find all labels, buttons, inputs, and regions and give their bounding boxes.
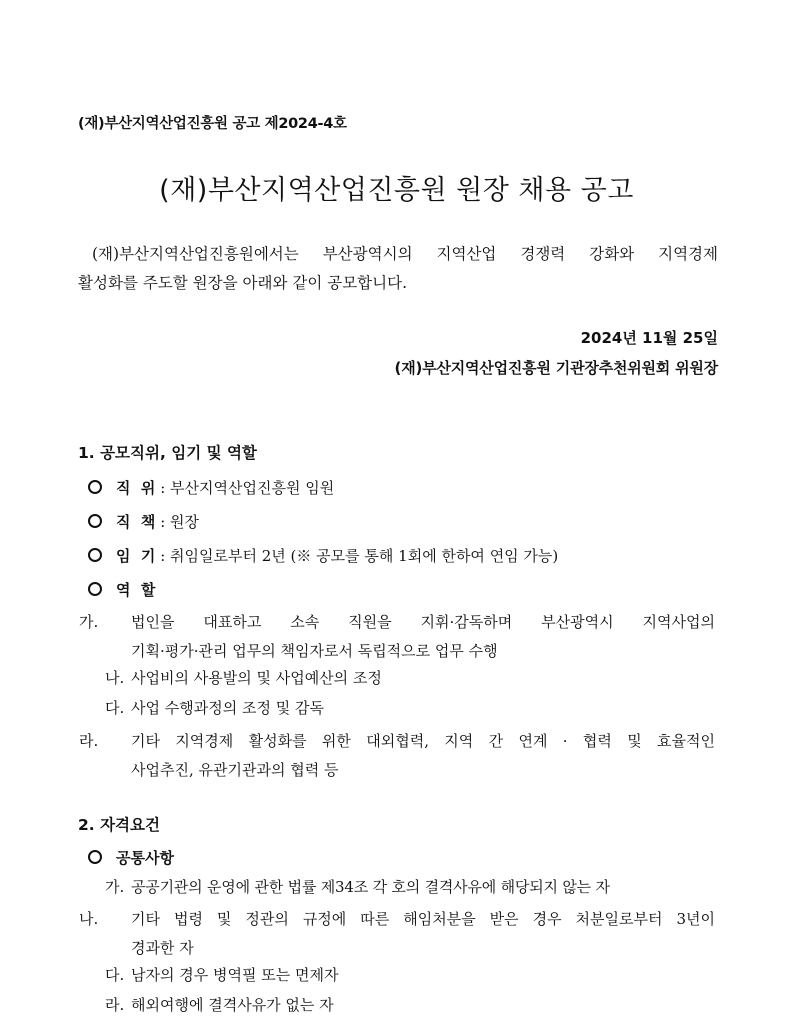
requirement-marker: 가. (105, 878, 125, 896)
requirement-marker: 다. (105, 966, 125, 984)
role-marker: 가. (79, 613, 99, 631)
requirement-item (105, 964, 715, 985)
term-row (88, 545, 728, 566)
requirement-item (105, 994, 715, 1015)
role-marker: 나. (105, 669, 125, 687)
notice-date: 2024년 11월 25일 (580, 329, 718, 347)
term-label: 임 기 (116, 547, 156, 565)
role-item (105, 697, 715, 718)
role-row (88, 579, 728, 600)
circle-bullet-icon (88, 582, 102, 596)
intro-line-1: (재)부산지역산업진흥원에서는 부산광역시의 지역산업 경쟁력 강화와 지역경제 (92, 245, 718, 263)
role-text-line-1: 기타 지역경제 활성화를 위한 대외협력, 지역 간 연계 · 협력 및 효율적인 (131, 732, 715, 750)
requirement-text-line-1: 해외여행에 결격사유가 없는 자 (131, 996, 334, 1014)
intro-line-2: 활성화를 주도할 원장을 아래와 같이 공모합니다. (78, 274, 408, 292)
notice-number: (재)부산지역산업진흥원 공고 제2024-4호 (78, 116, 347, 132)
position-value: : 부산지역산업진흥원 임원 (160, 479, 335, 497)
common-requirements-row (88, 847, 728, 868)
duty-label: 직 책 (116, 513, 156, 531)
role-text-line-1: 사업비의 사용발의 및 사업예산의 조정 (131, 669, 382, 687)
term-value: : 취임일로부터 2년 (※ 공모를 통해 1회에 한하여 연임 가능) (160, 547, 559, 565)
requirement-text-line-1: 공공기관의 운영에 관한 법률 제34조 각 호의 결격사유에 해당되지 않는 자 (131, 878, 610, 896)
circle-bullet-icon (88, 480, 102, 494)
requirement-marker: 라. (105, 996, 125, 1014)
role-text-line-2: 사업추진, 유관기관과의 협력 등 (131, 761, 339, 779)
position-label: 직 위 (116, 479, 156, 497)
section-2-heading: 2. 자격요건 (78, 816, 160, 834)
role-item (79, 608, 715, 666)
circle-bullet-icon (88, 514, 102, 528)
role-item (79, 727, 715, 785)
role-marker: 라. (79, 732, 99, 750)
page-title: (재)부산지역산업진흥원 원장 채용 공고 (159, 175, 634, 206)
duty-value: : 원장 (160, 513, 200, 531)
role-text-line-1: 법인을 대표하고 소속 직원을 지휘·감독하며 부산광역시 지역사업의 (131, 613, 715, 631)
role-item (105, 667, 715, 688)
intro-paragraph (78, 240, 718, 298)
requirement-marker: 나. (79, 910, 99, 928)
requirement-item (79, 905, 715, 963)
role-text-line-1: 사업 수행과정의 조정 및 감독 (131, 699, 324, 717)
role-text-line-2: 기획·평가·관리 업무의 책임자로서 독립적으로 업무 수행 (131, 642, 498, 660)
requirement-text-line-1: 기타 법령 및 정관의 규정에 따른 해임처분을 받은 경우 처분일로부터 3년이 (131, 910, 715, 928)
duty-row (88, 511, 728, 532)
position-row (88, 477, 728, 498)
role-marker: 다. (105, 699, 125, 717)
requirement-item (105, 876, 715, 897)
common-requirements-label: 공통사항 (116, 849, 174, 867)
issuer-name: (재)부산지역산업진흥원 기관장추천위원회 위원장 (394, 359, 718, 377)
circle-bullet-icon (88, 548, 102, 562)
circle-bullet-icon (88, 850, 102, 864)
requirement-text-line-2: 경과한 자 (131, 939, 194, 957)
role-label: 역 할 (116, 581, 156, 599)
section-1-heading: 1. 공모직위, 임기 및 역할 (78, 444, 257, 462)
requirement-text-line-1: 남자의 경우 병역필 또는 면제자 (131, 966, 339, 984)
